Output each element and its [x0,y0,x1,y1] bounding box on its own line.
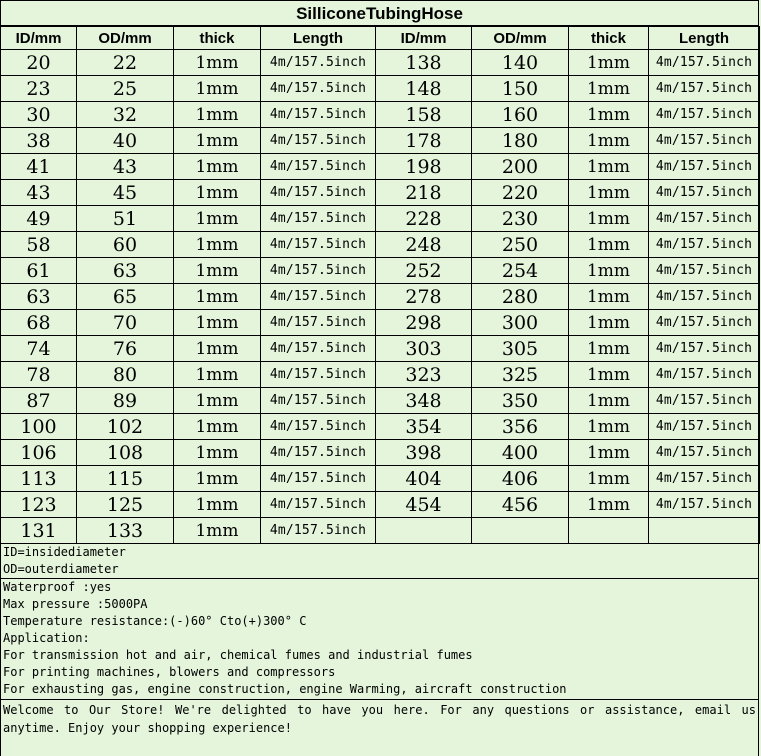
thick-cell: 1mm [569,76,649,102]
od-definition: OD=outerdiameter [1,561,758,579]
od-cell [472,518,569,544]
spec-line: For printing machines, blowers and compressors [3,665,336,679]
od-cell: 250 [472,232,569,258]
table-row [1,76,760,102]
length-cell: 4m/157.5inch [649,258,760,284]
od-cell: 60 [77,232,174,258]
id-cell: 123 [1,492,77,518]
od-cell: 108 [77,440,174,466]
od-cell: 102 [77,414,174,440]
id-cell: 63 [1,284,77,310]
table-row [1,440,760,466]
thick-cell: 1mm [569,50,649,76]
od-cell: 325 [472,362,569,388]
table-row [1,180,760,206]
thick-cell: 1mm [569,414,649,440]
od-cell: 305 [472,336,569,362]
size-table [0,26,760,544]
id-cell: 138 [376,50,472,76]
length-cell: 4m/157.5inch [261,128,376,154]
id-cell: 158 [376,102,472,128]
id-cell: 252 [376,258,472,284]
table-row [1,466,760,492]
thick-cell: 1mm [174,388,261,414]
length-cell: 4m/157.5inch [649,466,760,492]
spec-line: Waterproof :yes [3,580,112,594]
column-header: thick [569,27,649,50]
length-cell: 4m/157.5inch [261,76,376,102]
id-cell: 354 [376,414,472,440]
id-cell: 218 [376,180,472,206]
id-cell: 298 [376,310,472,336]
od-cell: 45 [77,180,174,206]
length-cell: 4m/157.5inch [649,128,760,154]
id-cell: 61 [1,258,77,284]
thick-cell: 1mm [174,76,261,102]
thick-cell: 1mm [174,180,261,206]
thick-cell: 1mm [174,336,261,362]
thick-cell: 1mm [174,102,261,128]
length-cell: 4m/157.5inch [261,154,376,180]
column-header: ID/mm [1,27,77,50]
length-cell: 4m/157.5inch [261,518,376,544]
length-cell: 4m/157.5inch [261,440,376,466]
id-definition: ID=insidediameter [3,545,126,559]
length-cell: 4m/157.5inch [261,492,376,518]
spec-line: Application: [3,631,90,645]
id-cell: 100 [1,414,77,440]
thick-cell: 1mm [569,102,649,128]
table-row [1,492,760,518]
table-row [1,388,760,414]
spec-list [1,579,758,700]
od-cell: 200 [472,154,569,180]
id-cell: 398 [376,440,472,466]
id-cell: 228 [376,206,472,232]
id-cell: 303 [376,336,472,362]
thick-cell: 1mm [174,440,261,466]
thick-cell: 1mm [174,492,261,518]
length-cell: 4m/157.5inch [261,388,376,414]
id-cell: 113 [1,466,77,492]
length-cell: 4m/157.5inch [649,180,760,206]
od-cell: 150 [472,76,569,102]
od-cell: 115 [77,466,174,492]
thick-cell: 1mm [569,440,649,466]
length-cell: 4m/157.5inch [261,180,376,206]
spec-line: For exhausting gas, engine construction, engine Warming, aircraft construction [3,682,567,696]
thick-cell: 1mm [569,154,649,180]
od-cell: 32 [77,102,174,128]
id-cell: 23 [1,76,77,102]
table-row [1,102,760,128]
thick-cell: 1mm [569,388,649,414]
length-cell: 4m/157.5inch [649,440,760,466]
column-header: OD/mm [77,27,174,50]
length-cell: 4m/157.5inch [261,336,376,362]
length-cell: 4m/157.5inch [261,284,376,310]
od-cell: 356 [472,414,569,440]
length-cell: 4m/157.5inch [261,362,376,388]
od-cell: 400 [472,440,569,466]
length-cell: 4m/157.5inch [261,310,376,336]
id-cell: 78 [1,362,77,388]
id-cell: 43 [1,180,77,206]
id-cell: 20 [1,50,77,76]
id-cell: 68 [1,310,77,336]
spec-line: Max pressure :5000PA [3,597,148,611]
id-cell: 248 [376,232,472,258]
od-cell: 63 [77,258,174,284]
table-row [1,206,760,232]
thick-cell: 1mm [569,206,649,232]
od-cell: 350 [472,388,569,414]
thick-cell: 1mm [569,284,649,310]
od-cell: 160 [472,102,569,128]
od-cell: 230 [472,206,569,232]
od-cell: 456 [472,492,569,518]
length-cell: 4m/157.5inch [261,232,376,258]
thick-cell: 1mm [174,310,261,336]
od-cell: 25 [77,76,174,102]
table-row [1,128,760,154]
column-header: ID/mm [376,27,472,50]
thick-cell: 1mm [569,466,649,492]
id-cell: 348 [376,388,472,414]
thick-cell: 1mm [174,466,261,492]
length-cell: 4m/157.5inch [649,414,760,440]
table-row [1,50,760,76]
id-cell: 454 [376,492,472,518]
thick-cell: 1mm [174,518,261,544]
welcome-message: Welcome to Our Store! We're delighted to have you here. For any questions or assistance, email us anytime. Enjoy your shopping experience! [3,703,756,735]
column-header: thick [174,27,261,50]
od-cell: 70 [77,310,174,336]
od-cell: 76 [77,336,174,362]
id-cell: 38 [1,128,77,154]
id-cell: 148 [376,76,472,102]
length-cell: 4m/157.5inch [649,336,760,362]
od-cell: 220 [472,180,569,206]
length-cell: 4m/157.5inch [649,362,760,388]
length-cell: 4m/157.5inch [261,414,376,440]
od-cell: 140 [472,50,569,76]
thick-cell: 1mm [174,154,261,180]
length-cell: 4m/157.5inch [261,102,376,128]
header-row [1,27,760,50]
id-cell: 198 [376,154,472,180]
thick-cell: 1mm [174,258,261,284]
length-cell: 4m/157.5inch [261,206,376,232]
thick-cell: 1mm [174,128,261,154]
thick-cell: 1mm [569,310,649,336]
length-cell: 4m/157.5inch [649,310,760,336]
column-header: OD/mm [472,27,569,50]
thick-cell [569,518,649,544]
length-cell: 4m/157.5inch [649,206,760,232]
thick-cell: 1mm [174,50,261,76]
id-cell: 74 [1,336,77,362]
table-row [1,284,760,310]
table-body [1,50,760,544]
length-cell: 4m/157.5inch [649,76,760,102]
table-row [1,362,760,388]
od-cell: 180 [472,128,569,154]
id-cell: 404 [376,466,472,492]
od-cell: 80 [77,362,174,388]
thick-cell: 1mm [174,284,261,310]
thick-cell: 1mm [174,232,261,258]
length-cell: 4m/157.5inch [649,154,760,180]
thick-cell: 1mm [174,414,261,440]
id-cell: 323 [376,362,472,388]
od-cell: 125 [77,492,174,518]
id-cell [376,518,472,544]
id-cell: 178 [376,128,472,154]
id-cell: 87 [1,388,77,414]
thick-cell: 1mm [174,362,261,388]
id-cell: 58 [1,232,77,258]
id-cell: 30 [1,102,77,128]
od-cell: 40 [77,128,174,154]
thick-cell: 1mm [174,206,261,232]
length-cell: 4m/157.5inch [649,232,760,258]
spec-line: Temperature resistance:(-)60° Cto(+)300° C [3,614,307,628]
thick-cell: 1mm [569,258,649,284]
length-cell [649,518,760,544]
table-row [1,336,760,362]
od-cell: 300 [472,310,569,336]
thick-cell: 1mm [569,232,649,258]
table-row [1,310,760,336]
column-header: Length [261,27,376,50]
notes-section [1,544,758,737]
od-cell: 43 [77,154,174,180]
id-cell: 41 [1,154,77,180]
length-cell: 4m/157.5inch [649,388,760,414]
column-header: Length [649,27,760,50]
od-cell: 280 [472,284,569,310]
length-cell: 4m/157.5inch [649,50,760,76]
length-cell: 4m/157.5inch [261,466,376,492]
od-cell: 22 [77,50,174,76]
id-cell: 106 [1,440,77,466]
od-cell: 89 [77,388,174,414]
spec-line: For transmission hot and air, chemical fumes and industrial fumes [3,648,473,662]
table-row [1,258,760,284]
thick-cell: 1mm [569,492,649,518]
id-cell: 131 [1,518,77,544]
od-cell: 65 [77,284,174,310]
page-title: SilliconeTubingHose [1,0,758,26]
thick-cell: 1mm [569,128,649,154]
od-cell: 406 [472,466,569,492]
length-cell: 4m/157.5inch [649,284,760,310]
od-cell: 133 [77,518,174,544]
od-cell: 51 [77,206,174,232]
thick-cell: 1mm [569,180,649,206]
id-cell: 278 [376,284,472,310]
table-row [1,518,760,544]
id-cell: 49 [1,206,77,232]
table-row [1,232,760,258]
length-cell: 4m/157.5inch [649,492,760,518]
length-cell: 4m/157.5inch [261,50,376,76]
od-cell: 254 [472,258,569,284]
length-cell: 4m/157.5inch [649,102,760,128]
length-cell: 4m/157.5inch [261,258,376,284]
thick-cell: 1mm [569,362,649,388]
table-row [1,414,760,440]
table-row [1,154,760,180]
thick-cell: 1mm [569,336,649,362]
